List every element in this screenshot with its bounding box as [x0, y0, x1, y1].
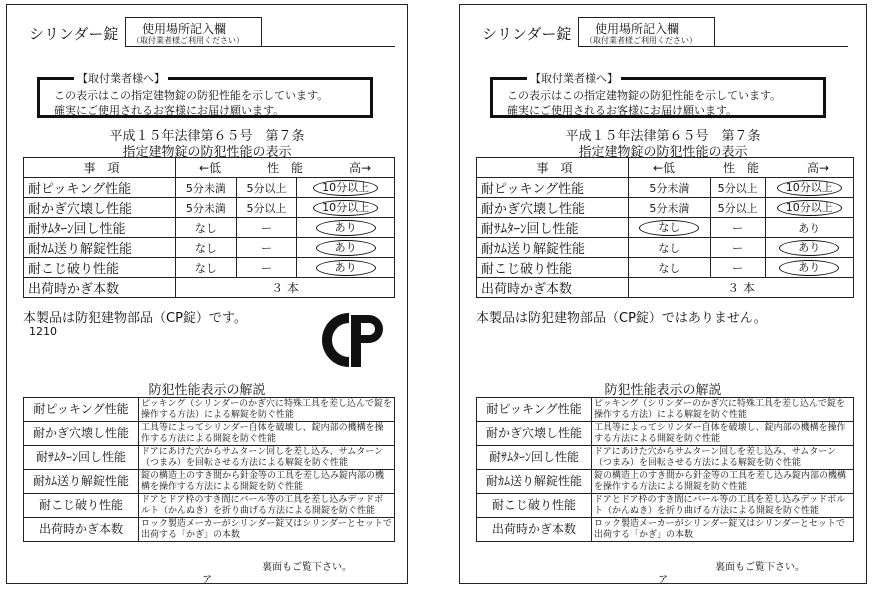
installer-notice: [37, 72, 373, 118]
explanation-row: [477, 518, 854, 542]
explanation-item: 耐ｻﾑﾀｰﾝ回し性能: [477, 446, 592, 470]
explanation-item: 耐ｶﾑ送り解錠性能: [24, 470, 139, 494]
performance-level-c2: [236, 218, 297, 238]
performance-row: [477, 178, 854, 198]
performance-level-c3: [765, 238, 853, 258]
performance-level-c3: [765, 258, 853, 278]
see-reverse-note: 裏面もご覧下さい。: [262, 562, 352, 573]
performance-row: [477, 258, 854, 278]
header-low: ←低: [652, 161, 676, 175]
explanation-desc: ピッキング（シリンダーのかぎ穴に特殊工具を差し込んで錠を操作する方法）による解錠を防ぐ性能: [139, 398, 395, 422]
notice-line-1: この表示はこの指定建物錠の防犯性能を示しています。: [507, 89, 782, 102]
performance-level-c2: [236, 238, 297, 258]
performance-table: [476, 157, 854, 298]
performance-header-row: [24, 158, 395, 178]
keys-label: 出荷時かぎ本数: [24, 278, 176, 298]
header-scale: [176, 158, 395, 178]
performance-level-c1: [629, 178, 711, 198]
performance-level-c1: [176, 258, 237, 278]
product-note: 本製品は防犯建物部品（CP錠）です。: [23, 311, 247, 326]
performance-level-c1: [629, 238, 711, 258]
level-value: あり: [779, 260, 839, 276]
level-value: 10分以上: [313, 180, 378, 196]
header-scale: [629, 158, 854, 178]
performance-item: 耐ピッキング性能: [24, 178, 176, 198]
explanation-item: 耐ｶﾑ送り解錠性能: [477, 470, 592, 494]
performance-level-c1: [176, 238, 237, 258]
use-location-box: [578, 17, 715, 47]
level-value: 5分未満: [649, 201, 690, 215]
performance-level-c2: [710, 218, 765, 238]
performance-level-c1: [176, 198, 237, 218]
level-value: 5分以上: [246, 201, 287, 215]
level-value: ー: [260, 221, 272, 235]
keys-row: [24, 278, 395, 298]
explanation-row: [24, 446, 395, 470]
use-location-box: [125, 17, 262, 47]
explanation-table: [476, 397, 854, 542]
product-note: 本製品は防犯建物部品（CP錠）ではありません。: [476, 311, 767, 326]
cp-mark-logo: [319, 311, 385, 369]
level-value: ー: [260, 261, 272, 275]
keys-value: ３ 本: [176, 278, 395, 298]
header-mid: 性 能: [722, 161, 759, 175]
card-header: シリンダー錠: [482, 25, 572, 43]
performance-level-c3: [297, 198, 395, 218]
performance-row: [477, 218, 854, 238]
level-value: 5分未満: [185, 201, 226, 215]
level-value: 10分以上: [777, 180, 842, 196]
use-location-title: 使用場所記入欄: [595, 22, 680, 36]
performance-level-c3: [765, 198, 853, 218]
explanation-item: 耐ピッキング性能: [24, 398, 139, 422]
explanation-desc: ドアとドア枠のすき間にバール等の工具を差し込みデッドボルト（かんぬき）を折り曲げる方法による開錠を防ぐ性能: [592, 494, 854, 518]
explanation-row: [477, 446, 854, 470]
level-value: なし: [639, 220, 699, 236]
use-location-line: [715, 46, 848, 47]
performance-item: 耐かぎ穴壊し性能: [24, 198, 176, 218]
explanation-row: [477, 470, 854, 494]
performance-level-c2: [236, 258, 297, 278]
performance-item: 耐こじ破り性能: [24, 258, 176, 278]
level-value: ー: [732, 241, 744, 255]
explanation-row: [477, 422, 854, 446]
level-value: 5分以上: [246, 181, 287, 195]
explanation-row: [477, 398, 854, 422]
explanation-item: 耐かぎ穴壊し性能: [24, 422, 139, 446]
performance-level-c2: [236, 178, 297, 198]
performance-level-c1: [176, 218, 237, 238]
performance-table: [23, 157, 395, 298]
level-value: 5分以上: [717, 181, 758, 195]
header-high: 高→: [806, 161, 830, 175]
performance-item: 耐ピッキング性能: [477, 178, 629, 198]
notice-title: 【取付業者様へ】: [527, 70, 621, 86]
performance-level-c3: [765, 218, 853, 238]
level-value: 5分以上: [717, 201, 758, 215]
page-mark: ア: [658, 575, 668, 586]
performance-row: [24, 178, 395, 198]
performance-row: [24, 258, 395, 278]
card-header: シリンダー錠: [29, 25, 119, 43]
performance-level-c2: [710, 198, 765, 218]
performance-level-c1: [176, 178, 237, 198]
level-value: ー: [732, 261, 744, 275]
label-card-non-cp: [459, 4, 867, 584]
performance-item: 耐かぎ穴壊し性能: [477, 198, 629, 218]
explanation-desc: ロック製造メーカーがシリンダー錠又はシリンダーとセットで出荷する「かぎ」の本数: [592, 518, 854, 542]
notice-line-1: この表示はこの指定建物錠の防犯性能を示しています。: [54, 89, 329, 102]
level-value: 5分未満: [185, 181, 226, 195]
explanation-desc: ロック製造メーカーがシリンダー錠又はシリンダーとセットで出荷する「かぎ」の本数: [139, 518, 395, 542]
performance-level-c1: [629, 258, 711, 278]
performance-level-c2: [710, 238, 765, 258]
performance-item: 耐ｻﾑﾀｰﾝ回し性能: [477, 218, 629, 238]
performance-level-c1: [629, 218, 711, 238]
explanation-row: [24, 422, 395, 446]
explanation-item: 耐ピッキング性能: [477, 398, 592, 422]
explanation-item: 耐こじ破り性能: [24, 494, 139, 518]
header-low: ←低: [198, 161, 222, 175]
level-value: なし: [658, 261, 681, 275]
explanation-item: 耐ｻﾑﾀｰﾝ回し性能: [24, 446, 139, 470]
explanation-row: [24, 494, 395, 518]
performance-level-c3: [765, 178, 853, 198]
installer-notice: [490, 72, 826, 118]
explanation-item: 耐かぎ穴壊し性能: [477, 422, 592, 446]
explanation-title: 防犯性能表示の解説: [148, 383, 266, 398]
performance-row: [24, 238, 395, 258]
notice-title: 【取付業者様へ】: [74, 70, 168, 86]
header-high: 高→: [348, 161, 372, 175]
level-value: なし: [194, 241, 217, 255]
use-location-line: [262, 46, 395, 47]
label-card-cp: [6, 4, 408, 584]
explanation-table: [23, 397, 395, 542]
performance-row: [24, 198, 395, 218]
level-value: 10分以上: [313, 200, 378, 216]
performance-level-c3: [297, 238, 395, 258]
explanation-desc: 工具等によってシリンダー自体を破壊し、錠内部の機構を操作する方法による開錠を防ぐ性能: [592, 422, 854, 446]
explanation-desc: ドアにあけた穴からサムターン回しを差し込み、サムターン（つまみ）を回転させる方法による解錠を防ぐ性能: [139, 446, 395, 470]
performance-level-c3: [297, 258, 395, 278]
performance-item: 耐ｶﾑ送り解錠性能: [24, 238, 176, 258]
explanation-desc: 錠の構造上のすき間から針金等の工具を差し込み錠内部の機構を操作する方法による開錠を防ぐ性能: [139, 470, 395, 494]
level-value: あり: [779, 240, 839, 256]
explanation-desc: ピッキング（シリンダーのかぎ穴に特殊工具を差し込んで錠を操作する方法）による解錠を防ぐ性能: [592, 398, 854, 422]
performance-level-c3: [297, 218, 395, 238]
level-value: ー: [732, 221, 744, 235]
law-reference: 平成１５年法律第６５号 第７条: [565, 129, 761, 144]
performance-title: 指定建物錠の防犯性能の表示: [578, 145, 748, 160]
explanation-desc: 工具等によってシリンダー自体を破壊し、錠内部の機構を操作する方法による開錠を防ぐ性能: [139, 422, 395, 446]
explanation-item: 出荷時かぎ本数: [24, 518, 139, 542]
explanation-desc: ドアとドア枠のすき間にバール等の工具を差し込みデッドボルト（かんぬき）を折り曲げる方法による開錠を防ぐ性能: [139, 494, 395, 518]
header-item: 事 項: [477, 158, 629, 178]
level-value: あり: [316, 240, 376, 256]
level-value: なし: [194, 261, 217, 275]
level-value: なし: [194, 221, 217, 235]
keys-value: ３ 本: [629, 278, 854, 298]
performance-level-c2: [710, 258, 765, 278]
level-value: なし: [658, 241, 681, 255]
keys-label: 出荷時かぎ本数: [477, 278, 629, 298]
performance-item: 耐ｻﾑﾀｰﾝ回し性能: [24, 218, 176, 238]
explanation-desc: ドアにあけた穴からサムターン回しを差し込み、サムターン（つまみ）を回転させる方法による解錠を防ぐ性能: [592, 446, 854, 470]
use-location-title: 使用場所記入欄: [142, 22, 227, 36]
header-mid: 性 能: [266, 161, 303, 175]
product-code: 1210: [29, 325, 57, 338]
level-value: あり: [316, 260, 376, 276]
performance-row: [477, 238, 854, 258]
explanation-row: [24, 470, 395, 494]
performance-header-row: [477, 158, 854, 178]
performance-title: 指定建物錠の防犯性能の表示: [122, 145, 292, 160]
level-value: あり: [798, 221, 821, 235]
law-reference: 平成１５年法律第６５号 第７条: [109, 129, 305, 144]
keys-row: [477, 278, 854, 298]
performance-item: 耐こじ破り性能: [477, 258, 629, 278]
performance-level-c3: [297, 178, 395, 198]
explanation-item: 耐こじ破り性能: [477, 494, 592, 518]
use-location-subtitle: （取付業者様ご利用ください）: [132, 36, 244, 45]
performance-item: 耐ｶﾑ送り解錠性能: [477, 238, 629, 258]
explanation-row: [477, 494, 854, 518]
explanation-row: [24, 398, 395, 422]
explanation-item: 出荷時かぎ本数: [477, 518, 592, 542]
notice-line-2: 確実にご使用されるお客様にお届け願います。: [507, 104, 738, 117]
notice-line-2: 確実にご使用されるお客様にお届け願います。: [54, 104, 285, 117]
explanation-row: [24, 518, 395, 542]
performance-row: [477, 198, 854, 218]
level-value: ー: [260, 241, 272, 255]
see-reverse-note: 裏面もご覧下さい。: [715, 562, 805, 573]
level-value: 5分未満: [649, 181, 690, 195]
level-value: 10分以上: [777, 200, 842, 216]
explanation-title: 防犯性能表示の解説: [604, 383, 722, 398]
level-value: あり: [316, 220, 376, 236]
performance-row: [24, 218, 395, 238]
page-mark: ア: [202, 575, 212, 586]
use-location-subtitle: （取付業者様ご利用ください）: [585, 36, 697, 45]
performance-level-c2: [236, 198, 297, 218]
performance-level-c2: [710, 178, 765, 198]
explanation-desc: 錠の構造上のすき間から針金等の工具を差し込み錠内部の機構を操作する方法による開錠を防ぐ性能: [592, 470, 854, 494]
performance-level-c1: [629, 198, 711, 218]
header-item: 事 項: [24, 158, 176, 178]
